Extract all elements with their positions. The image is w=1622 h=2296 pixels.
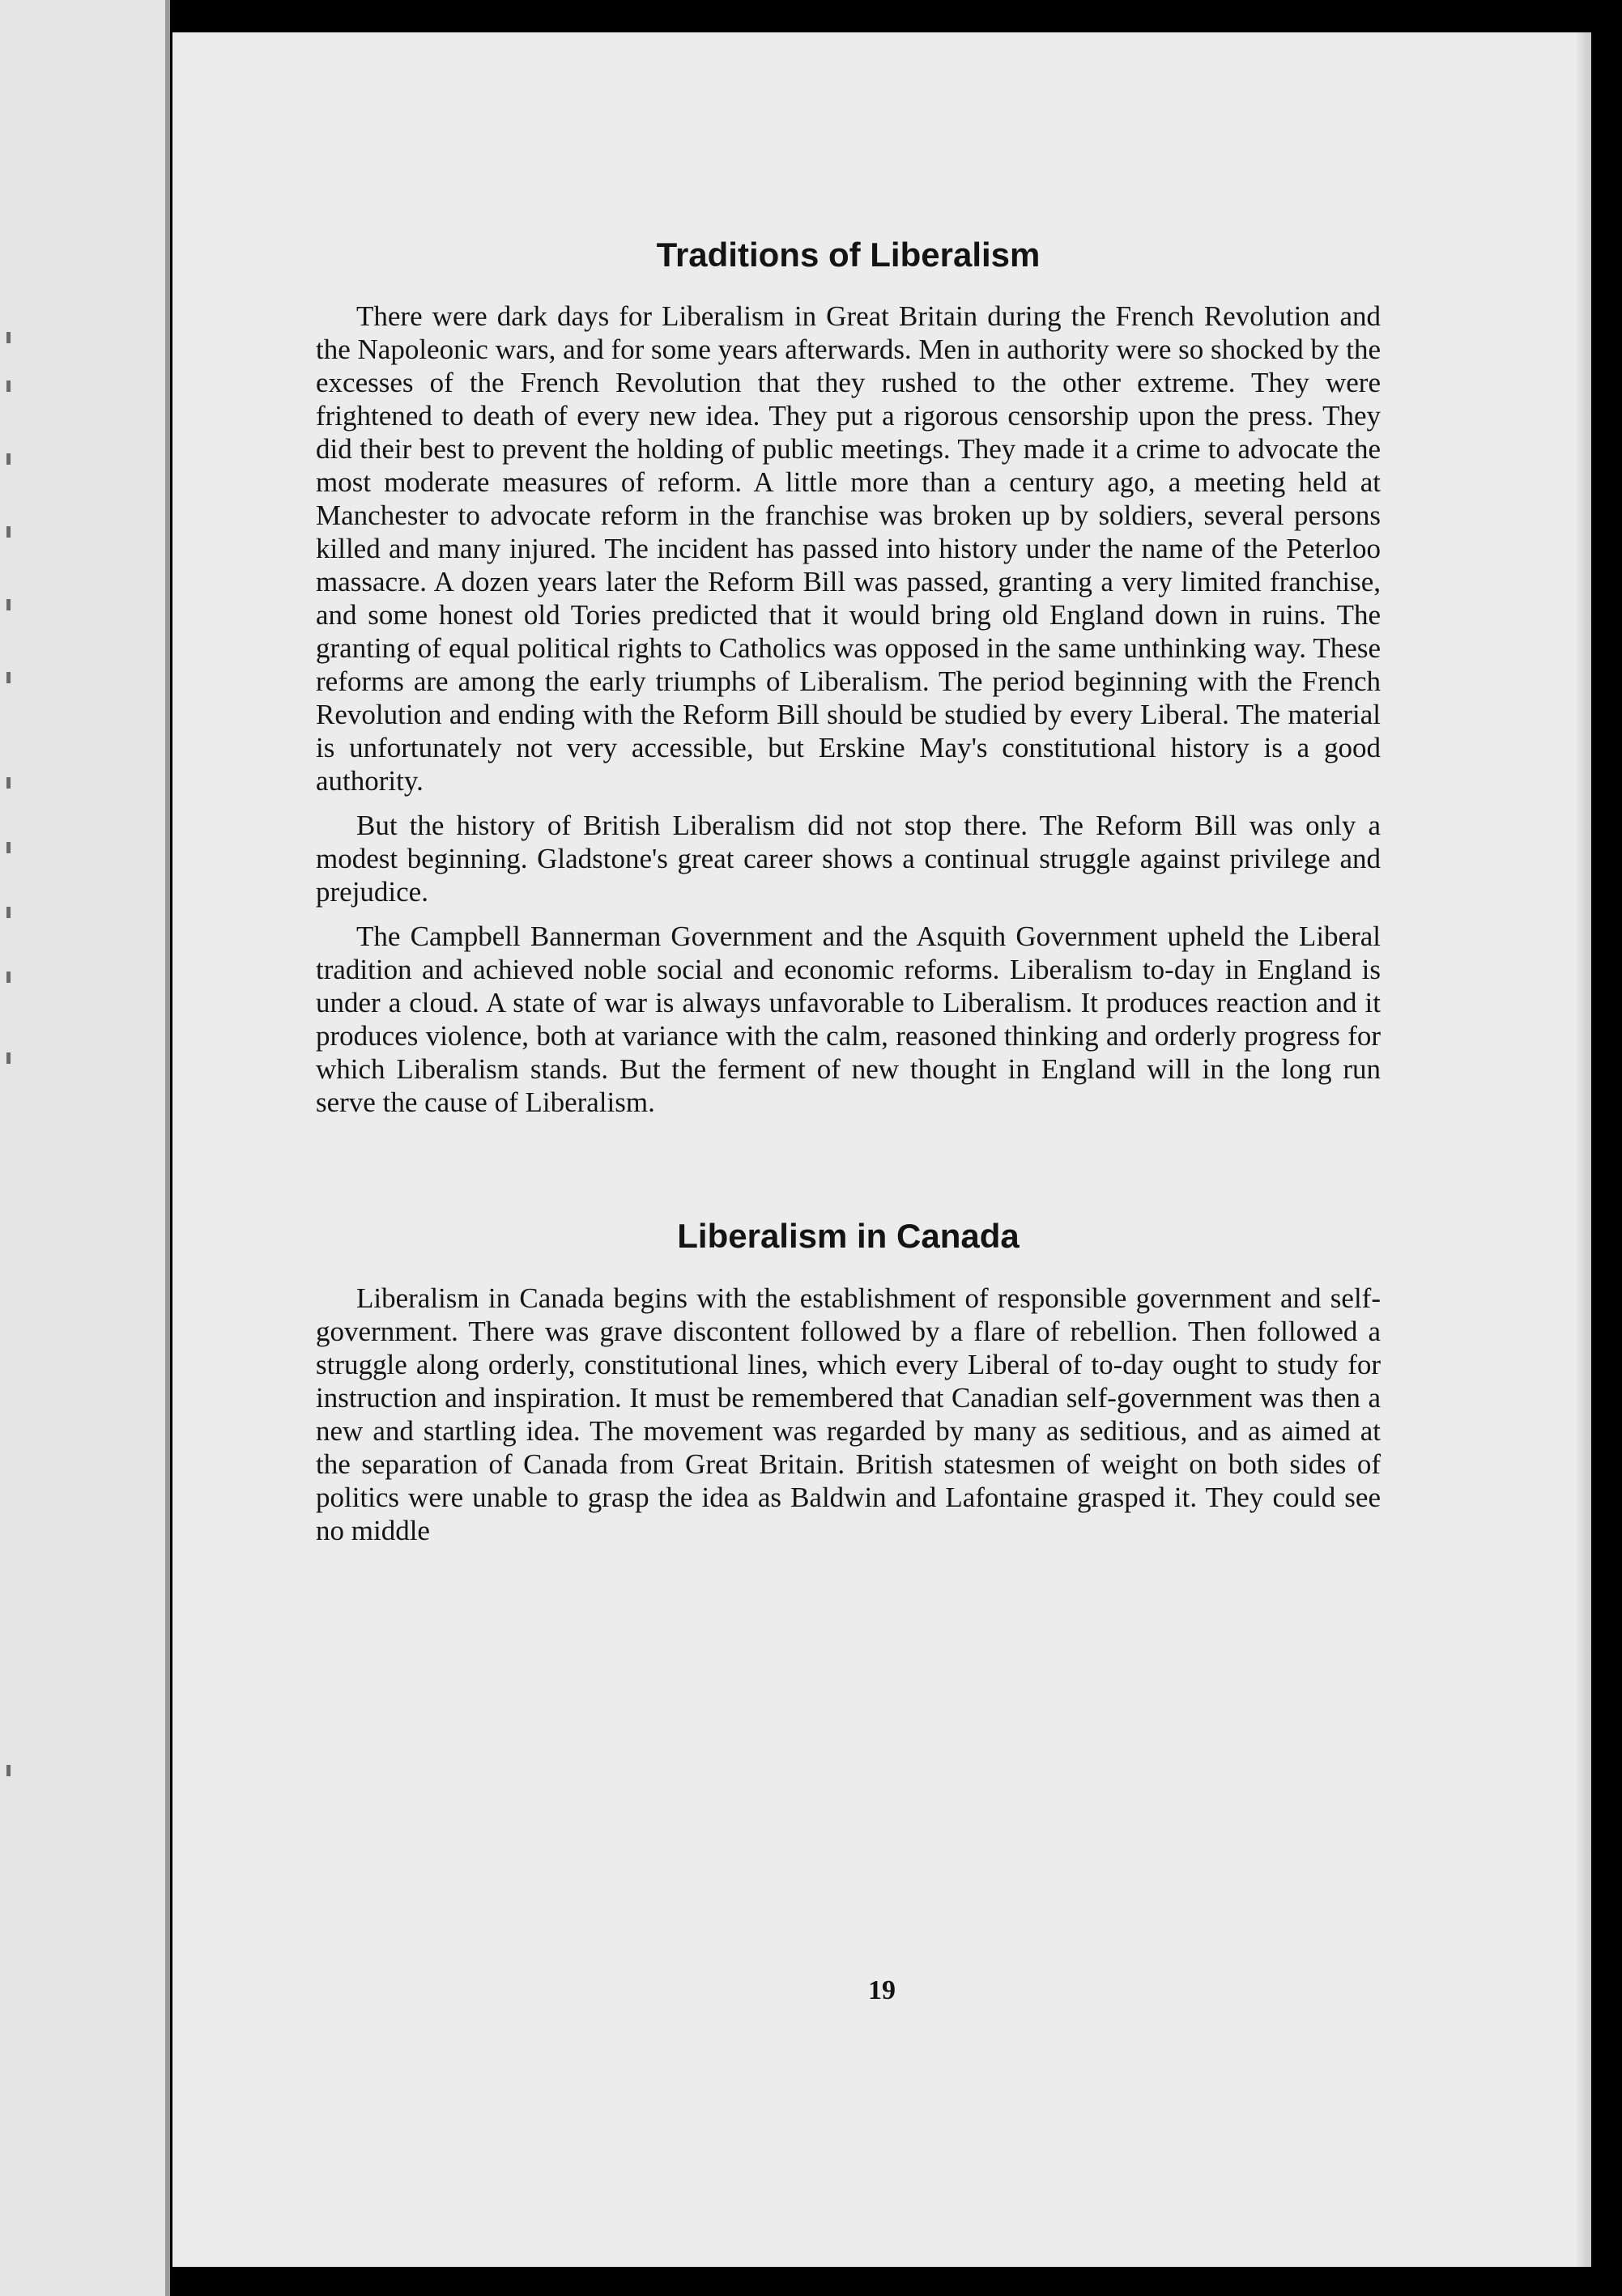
facing-page-fold [165, 0, 170, 2296]
paragraph: The Campbell Bannerman Government and the Asquith Government upheld the Liberal tradition and achieved noble social and economic reforms. Liberalism to-day in England is under a cloud. A state of war is always unfavorable to Liberalism. It produces reaction and it produces violence, both at variance with the calm, reasoned thinking and orderly progress for which Liberalism stands. But the ferment of new thought in England will in the long run serve the cause of Liberalism. [316, 921, 1381, 1119]
bleed-mark [6, 777, 11, 789]
bleed-mark [6, 381, 11, 392]
paragraph: Liberalism in Canada begins with the establishment of responsible government and self-government. There was grave discontent followed by a flare of rebellion. Then followed a struggle along orderly, constitutional lines, which every Liberal of to-day ought to study for instruction and inspiration. It must be remembered that Canadian self-government was then a new and startling idea. The movement was regarded by many as seditious, and as aimed at the separation of Canada from Great Britain. British statesmen of weight on both sides of politics were unable to grasp the idea as Baldwin and Lafontaine grasped it. They could see no middle [316, 1282, 1381, 1546]
bleed-mark [6, 842, 11, 853]
bleed-mark [6, 1765, 11, 1776]
paragraph: There were dark days for Liberalism in Great Britain during the French Revolution and the Napoleonic wars, and for some years afterwards. Men in authority were so shocked by the excesses of the French Revolution that they rushed to the other extreme. They were frightened to death of every new idea. They put a rigorous censorship upon the press. They did their best to prevent the holding of public meetings. They made it a crime to advocate the most moderate measures of reform. A little more than a century ago, a meeting held at Manchester to advocate reform in the franchise was broken up by soldiers, several persons killed and many injured. The incident has passed into history under the name of the Peterloo massacre. A dozen years later the Reform Bill was passed, granting a very limited franchise, and some honest old Tories predicted that it would bring old England down in ruins. The granting of equal political rights to Catholics was opposed in the same unthinking way. These reforms are among the early triumphs of Liberalism. The period beginning with the French Revolution and ending with the Reform Bill should be studied by every Liberal. The material is unfortunately not very accessible, but Erskine May's constitutional history is a good authority. [316, 300, 1381, 797]
bleed-mark [6, 672, 11, 683]
bleed-mark [6, 332, 11, 343]
section-liberalism-in-canada [316, 1216, 1381, 1546]
page-edge-shadow [1575, 32, 1591, 2267]
bleed-mark [6, 526, 11, 538]
bleed-mark [6, 599, 11, 610]
facing-page-edge [0, 0, 170, 2296]
page-number: 19 [868, 1975, 896, 2005]
section-heading: Liberalism in Canada [677, 1217, 1020, 1256]
bleed-mark [6, 972, 11, 983]
bleed-mark [6, 1052, 11, 1064]
bleed-mark [6, 907, 11, 918]
section-heading: Traditions of Liberalism [656, 236, 1041, 274]
section-traditions-of-liberalism [316, 235, 1381, 1119]
document-page [172, 32, 1591, 2267]
page-content [316, 235, 1381, 1558]
paragraph: But the history of British Liberalism did not stop there. The Reform Bill was only a modest beginning. Gladstone's great career shows a continual struggle against privilege and prejudice. [316, 810, 1381, 908]
bleed-mark [6, 453, 11, 465]
